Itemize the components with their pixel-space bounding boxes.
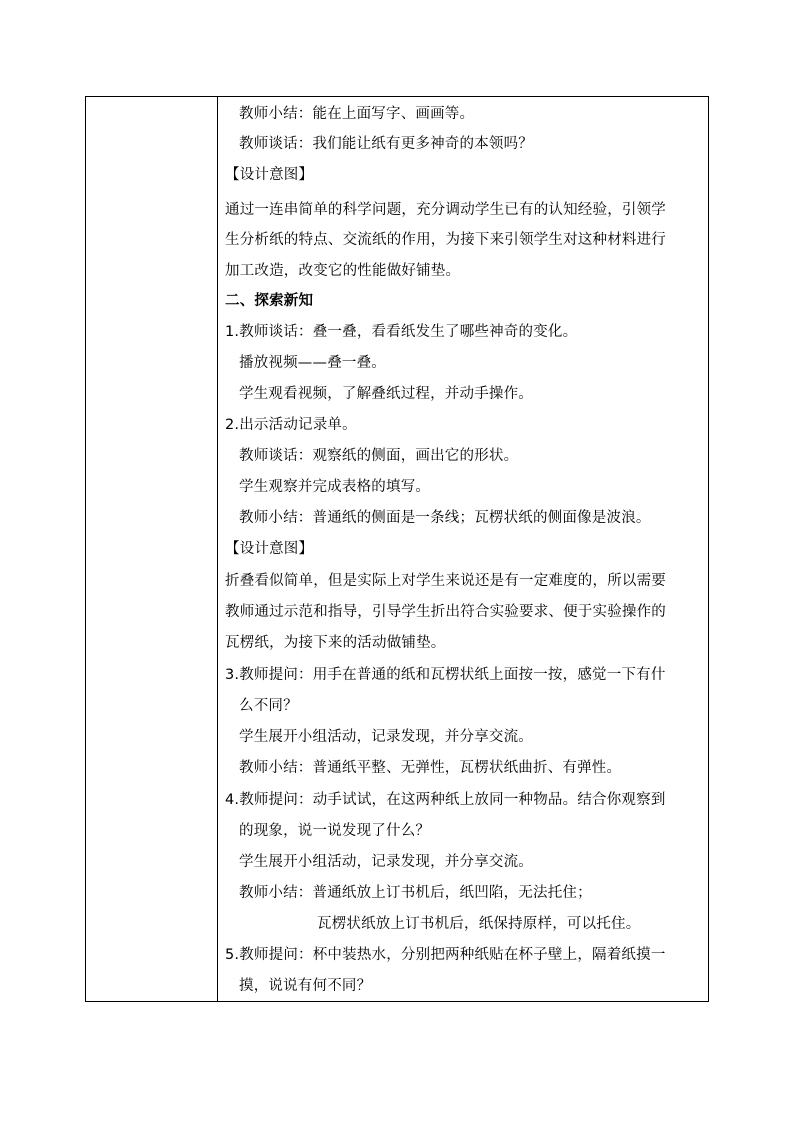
table-left-column [86, 97, 218, 1001]
text-line: 折叠看似简单，但是实际上对学生来说还是有一定难度的，所以需要 [225, 573, 666, 589]
text-line: 瓦楞状纸放上订书机后，纸保持原样，可以托住。 [317, 916, 641, 932]
text-line: 学生展开小组活动，记录发现，并分享交流。 [239, 729, 533, 745]
section-heading: 二、探索新知 [225, 293, 314, 309]
text-line: 教师小结：普通纸的侧面是一条线；瓦楞状纸的侧面像是波浪。 [239, 510, 651, 526]
text-line: 通过一连串简单的科学问题，充分调动学生已有的认知经验，引领学 [225, 202, 666, 218]
text-line: 教师小结：普通纸平整、无弹性，瓦楞状纸曲折、有弹性。 [239, 760, 622, 776]
text-line: 教师小结：能在上面写字、画画等。 [239, 106, 475, 122]
numbered-item: 2.出示活动记录单。 [225, 417, 357, 433]
text-line: 摸，说说有何不同？ [239, 978, 372, 994]
text-line: 瓦楞纸，为接下来的活动做铺垫。 [225, 635, 446, 651]
section-label: 【设计意图】 [225, 541, 314, 557]
numbered-item: 5.教师提问：杯中装热水，分别把两种纸贴在杯子壁上，隔着纸摸一 [225, 947, 666, 963]
numbered-item: 1.教师谈话：叠一叠，看看纸发生了哪些神奇的变化。 [225, 324, 578, 340]
text-line: 生分析纸的特点、交流纸的作用，为接下来引领学生对这种材料进行 [225, 232, 666, 248]
text-line: 教师小结：普通纸放上订书机后，纸凹陷，无法托住； [239, 885, 592, 901]
text-line: 加工改造，改变它的性能做好铺垫。 [225, 263, 461, 279]
text-line: 么不同？ [239, 698, 298, 714]
text-line: 学生展开小组活动，记录发现，并分享交流。 [239, 854, 533, 870]
section-label: 【设计意图】 [225, 167, 314, 183]
text-line: 教师谈话：我们能让纸有更多神奇的本领吗？ [239, 136, 533, 152]
numbered-item: 3.教师提问：用手在普通的纸和瓦楞状纸上面按一按，感觉一下有什 [225, 667, 666, 683]
text-line: 的现象，说一说发现了什么？ [239, 823, 431, 839]
text-line: 学生观看视频，了解叠纸过程，并动手操作。 [239, 386, 533, 402]
lesson-table [85, 96, 709, 1002]
text-line: 学生观察并完成表格的填写。 [239, 479, 431, 495]
text-line: 播放视频——叠一叠。 [239, 355, 386, 371]
text-line: 教师谈话：观察纸的侧面，画出它的形状。 [239, 448, 519, 464]
numbered-item: 4.教师提问：动手试试，在这两种纸上放同一种物品。结合你观察到 [225, 792, 666, 808]
text-line: 教师通过示范和指导，引导学生折出符合实验要求、便于实验操作的 [225, 604, 666, 620]
